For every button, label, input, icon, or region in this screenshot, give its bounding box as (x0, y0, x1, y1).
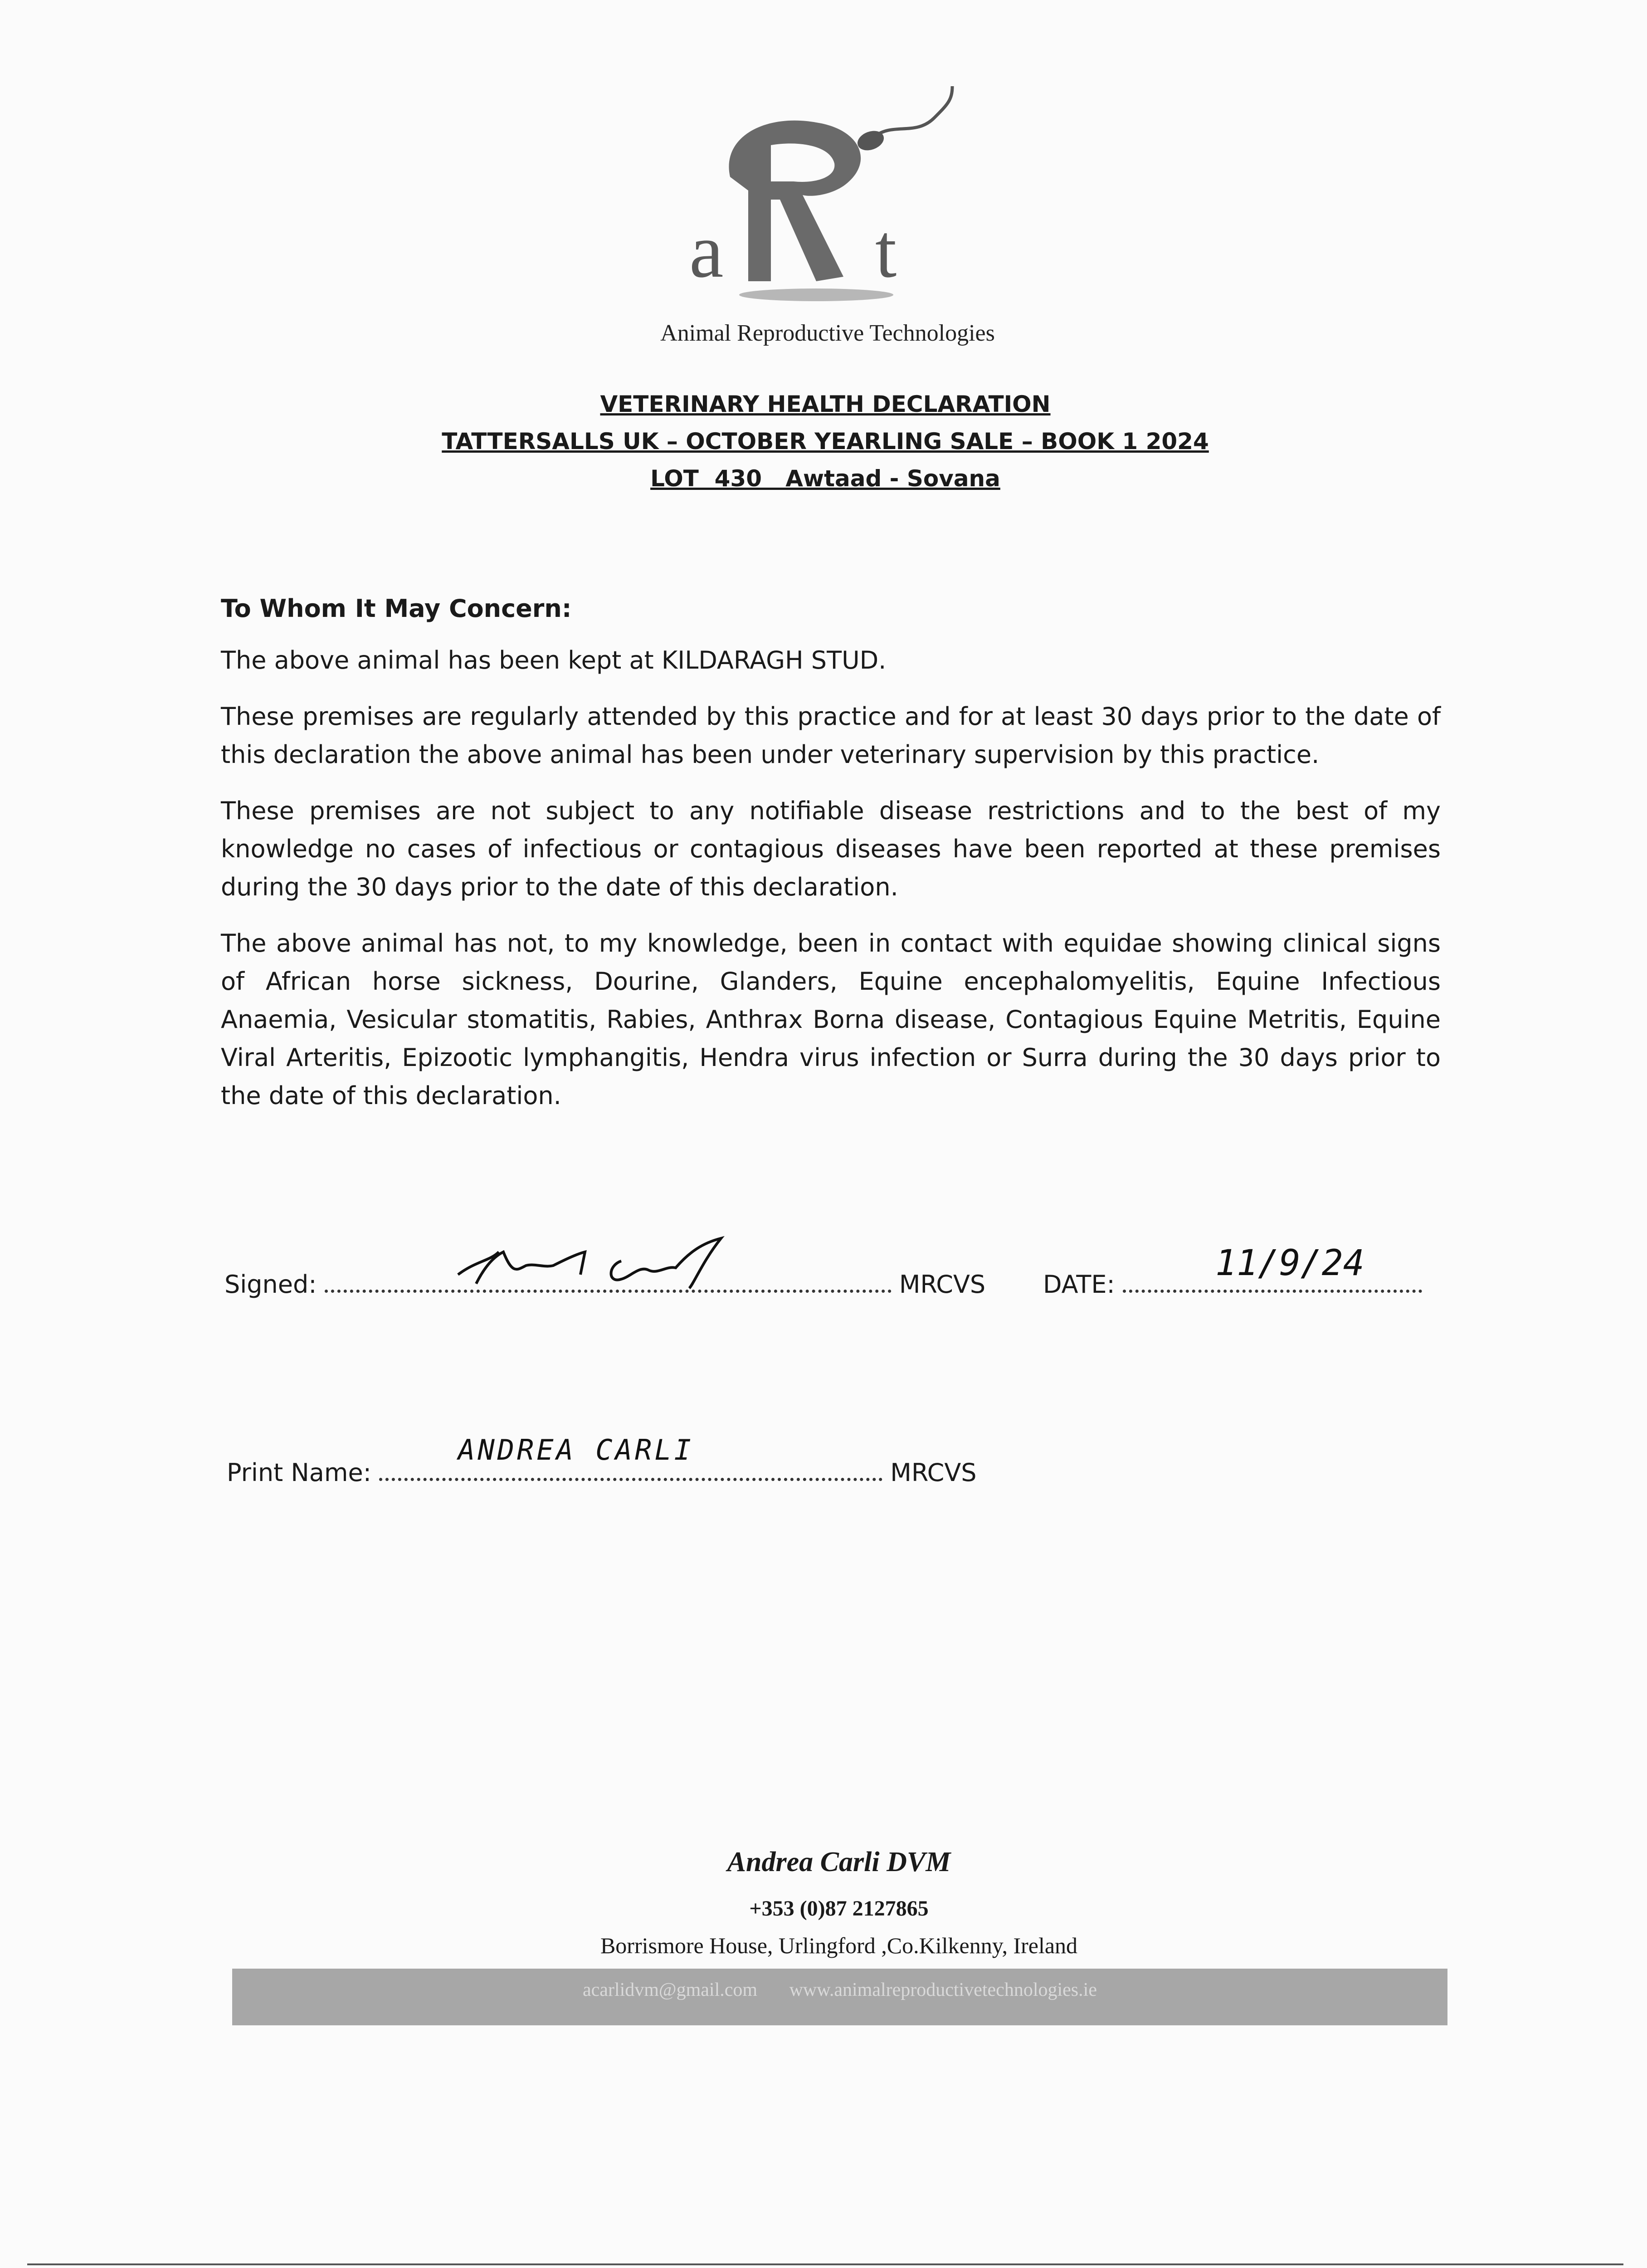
title-line-3: LOT 430 Awtaad - Sovana (650, 465, 1000, 492)
art-logo-mark (680, 86, 975, 313)
logo-letter-a: a (689, 208, 724, 293)
footer-name: Andrea Carli DVM (727, 1847, 951, 1877)
title-line-2: TATTERSALLS UK – OCTOBER YEARLING SALE – BOOK 1 2024 (442, 428, 1209, 455)
signed-label: Signed: (224, 1270, 317, 1299)
logo-tagline: Animal Reproductive Technologies (660, 320, 995, 346)
company-logo (680, 86, 975, 340)
paragraph-restrictions: These premises are not subject to any notifiable disease restrictions and to the best of my knowledge no cases of infectious or contagious diseases have been reported at these premises during the 30 days prior to the date of this declaration. (221, 797, 1441, 901)
print-name-label: Print Name: (227, 1458, 371, 1487)
date-line (1123, 1285, 1422, 1293)
signed-mrcvs-label: MRCVS (899, 1270, 986, 1299)
paragraph-diseases: The above animal has not, to my knowledge, been in contact with equidae showing clinical signs of African horse sickness, Dourine, Glanders, Equine encephalomyelitis, Equine Infectious Anaemia, Vesicular stomatitis, Rabies, Anthrax Borna disease, Contagious Equine Metritis, Equine Viral Arteritis, Epizootic lymphangitis, Hendra virus infection or Surra during the 30 days prior to the date of this declaration. (221, 929, 1441, 1110)
footer-phone: +353 (0)87 2127865 (749, 1897, 929, 1921)
logo-letter-t: t (875, 208, 897, 293)
page-bottom-edge (27, 2263, 1623, 2265)
footer-contact-bar (232, 1969, 1447, 2025)
document-title (272, 386, 1379, 497)
footer-address: Borrismore House, Urlingford ,Co.Kilkenny, Ireland (600, 1933, 1078, 1958)
date-label: DATE: (1043, 1270, 1115, 1299)
paragraph-premises: The above animal has been kept at KILDARAGH STUD. (221, 646, 887, 675)
print-name-mrcvs-label: MRCVS (890, 1458, 977, 1487)
paragraph-supervision: These premises are regularly attended by this practice and for at least 30 days prior to the date of this declaration the above animal has been under veterinary supervision by this practice. (221, 702, 1441, 769)
handwritten-signature (449, 1234, 739, 1302)
declaration-body (221, 590, 1441, 1133)
title-line-1: VETERINARY HEALTH DECLARATION (600, 391, 1051, 417)
handwritten-date: 11/9/24 (1215, 1243, 1364, 1284)
footer-website[interactable]: www.animalreproductivetechnologies.ie (789, 1980, 1097, 2000)
salutation: To Whom It May Concern: (221, 594, 572, 623)
handwritten-print-name: ANDREA CARLI (458, 1433, 694, 1466)
footer-email[interactable]: acarlidvm@gmail.com (583, 1980, 758, 2000)
print-name-line (379, 1473, 882, 1481)
